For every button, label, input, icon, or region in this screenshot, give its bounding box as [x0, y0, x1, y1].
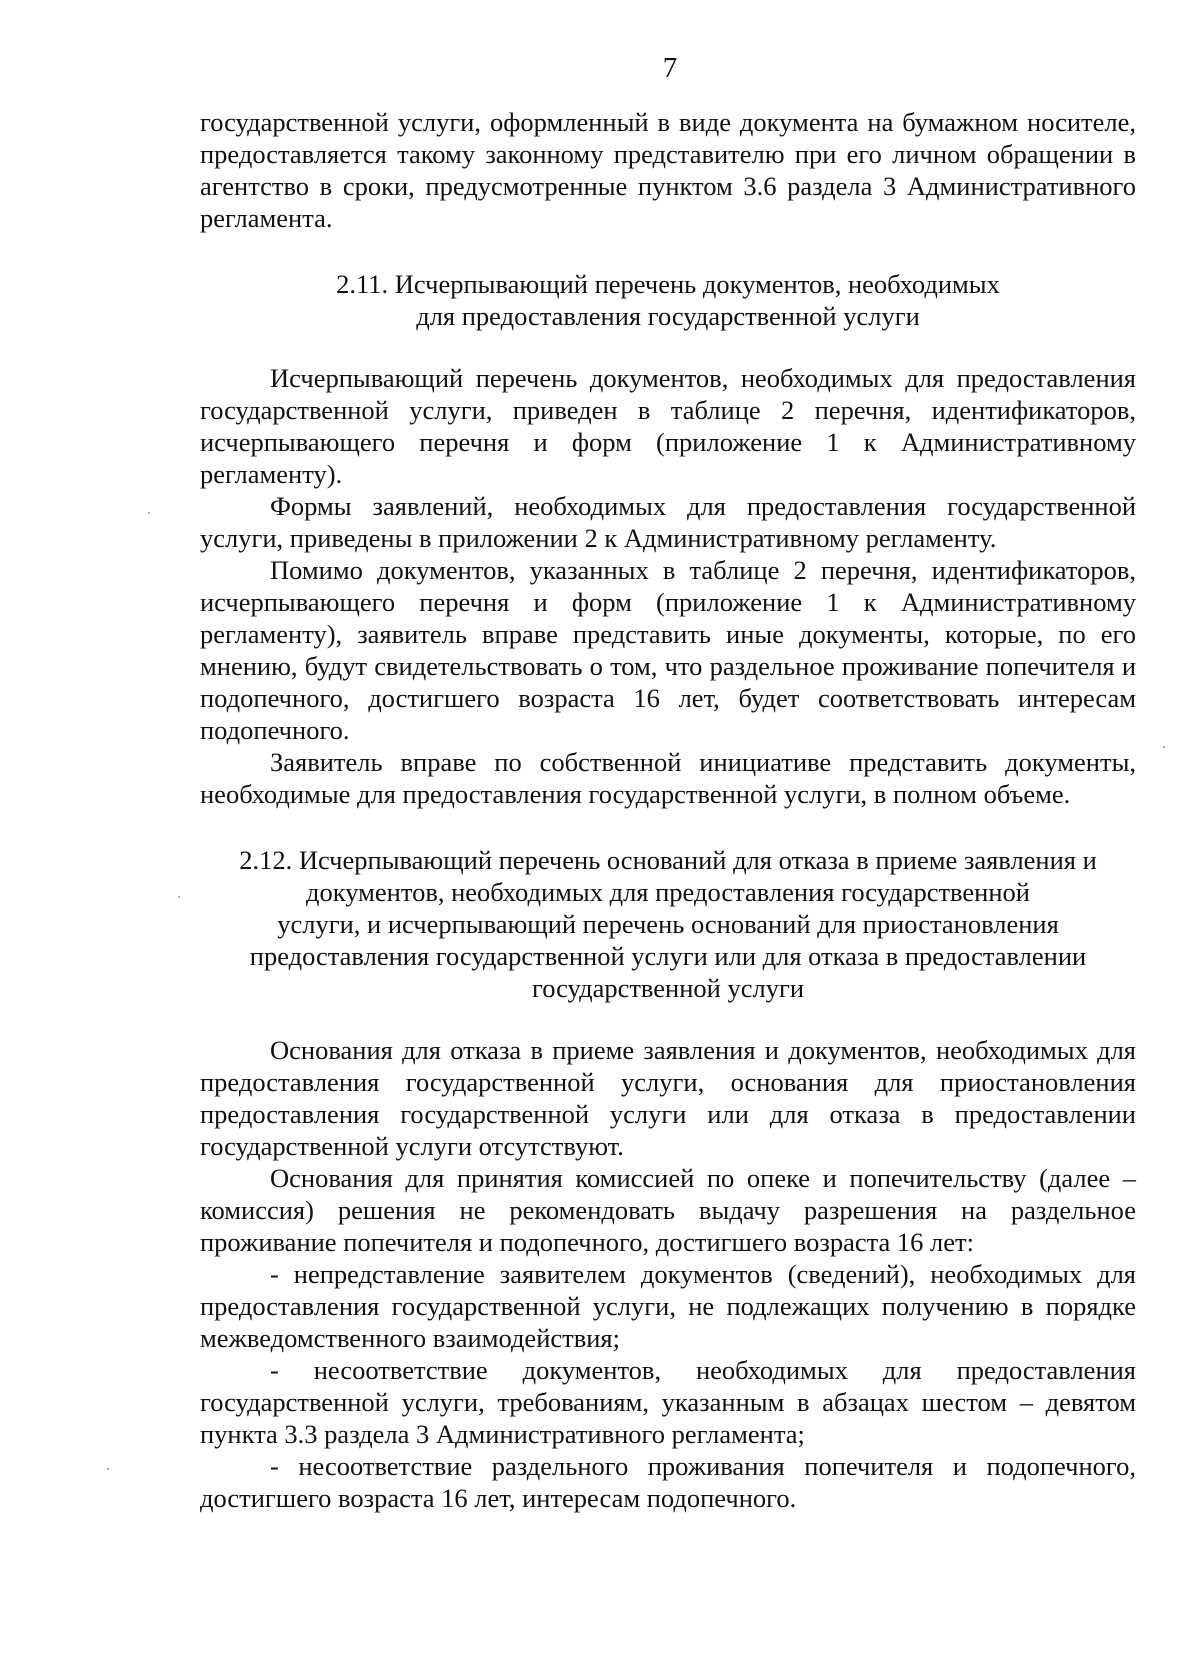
section-2-12-list-item-1: - непредставление заявителем документов (сведений), необходимых для предоставления государственной услуги, не подлежащих получению в порядке межведомственного взаимодействия; [200, 1259, 1136, 1353]
section-2-12-heading-line1: 2.12. Исчерпывающий перечень оснований для отказа в приеме заявления и [239, 845, 1097, 875]
section-2-12-heading-line5: государственной услуги [531, 973, 805, 1003]
section-2-11-heading-line2: для предоставления государственной услуги [416, 301, 920, 331]
intro-paragraph: государственной услуги, оформленный в виде документа на бумажном носителе, предоставляется такому законному представителю при его личном обращении в агентство в сроки, предусмотренные пунктом 3.6 раздела 3 Административного регламента. [200, 107, 1136, 233]
scan-speck [107, 1468, 109, 1470]
section-2-12-heading-line2: документов, необходимых для предоставления государственной [306, 877, 1030, 907]
scan-speck [1163, 746, 1165, 748]
section-2-11-paragraph-1: Исчерпывающий перечень документов, необходимых для предоставления государственной услуги, приведен в таблице 2 перечня, идентификаторов, исчерпывающего перечня и форм (приложение 1 к Административному регламенту). [200, 363, 1136, 489]
section-2-12-heading [200, 844, 1136, 1004]
section-2-12-heading-line4: предоставления государственной услуги или для отказа в предоставлении [249, 941, 1087, 971]
scan-speck [148, 512, 150, 514]
section-2-12-list-item-3: - несоответствие раздельного проживания попечителя и подопечного, достигшего возраста 16 лет, интересам подопечного. [200, 1451, 1136, 1513]
section-2-11-paragraph-3: Помимо документов, указанных в таблице 2 перечня, идентификаторов, исчерпывающего перечня и форм (приложение 1 к Административному регламенту), заявитель вправе представить иные документы, которые, по его мнению, будут свидетельствовать о том, что раздельное проживание попечителя и подопечного, достигшего возраста 16 лет, будет соответствовать интересам подопечного. [200, 555, 1136, 745]
section-2-11-heading-line1: 2.11. Исчерпывающий перечень документов, необходимых [336, 269, 1000, 299]
section-2-12-heading-line3: услуги, и исчерпывающий перечень оснований для приостановления [277, 909, 1059, 939]
scan-speck [178, 896, 180, 898]
section-2-12-paragraph-1: Основания для отказа в приеме заявления и документов, необходимых для предоставления государственной услуги, основания для приостановления предоставления государственной услуги или для отказа в предоставлении государственной услуги отсутствуют. [200, 1035, 1136, 1161]
section-2-11-heading [200, 268, 1136, 332]
page-number: 7 [662, 52, 678, 84]
section-2-12-paragraph-2: Основания для принятия комиссией по опеке и попечительству (далее – комиссия) решения не рекомендовать выдачу разрешения на раздельное проживание попечителя и подопечного, достигшего возраста 16 лет: [200, 1163, 1136, 1257]
section-2-11-paragraph-2: Формы заявлений, необходимых для предоставления государственной услуги, приведены в приложении 2 к Административному регламенту. [200, 491, 1136, 553]
document-body [200, 106, 1136, 1514]
section-2-12-list-item-2: - несоответствие документов, необходимых для предоставления государственной услуги, требованиям, указанным в абзацах шестом – девятом пункта 3.3 раздела 3 Административного регламента; [200, 1355, 1136, 1449]
section-2-11-paragraph-4: Заявитель вправе по собственной инициативе представить документы, необходимые для предоставления государственной услуги, в полном объеме. [200, 747, 1136, 809]
